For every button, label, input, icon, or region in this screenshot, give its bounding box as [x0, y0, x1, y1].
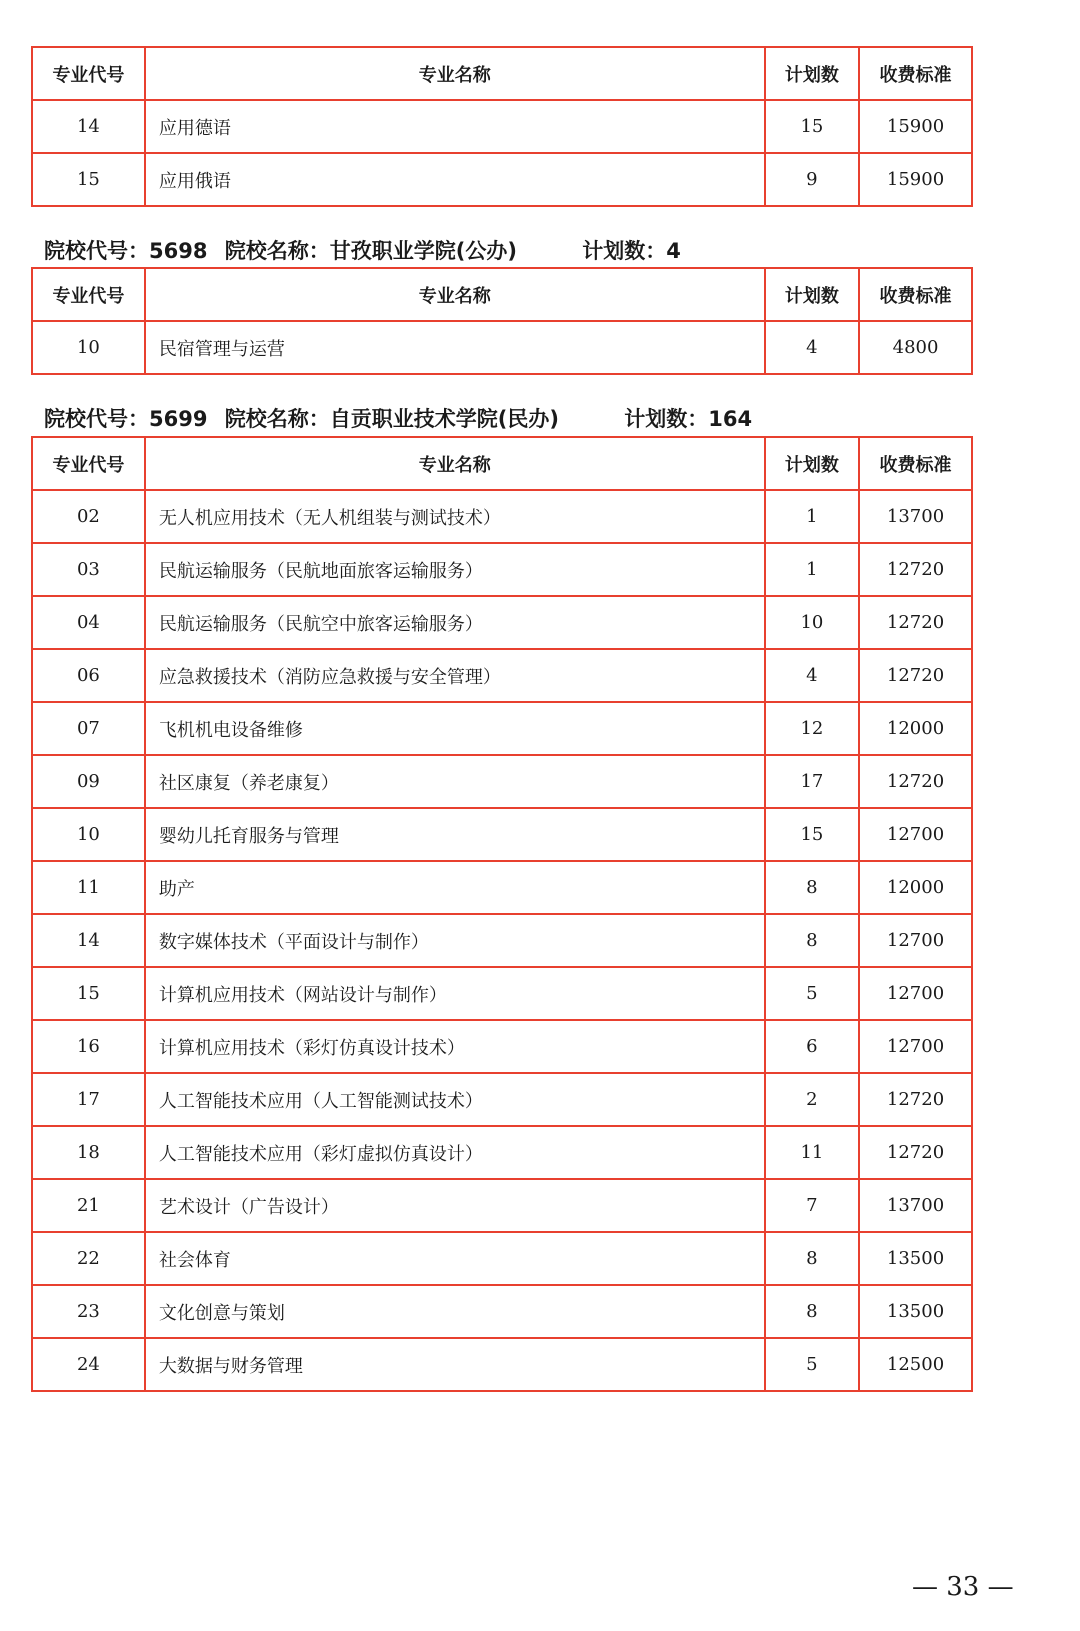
plan-count: 5 [765, 967, 859, 1020]
plan-count: 4 [765, 649, 859, 702]
major-code: 03 [32, 543, 145, 596]
tuition-fee: 12720 [859, 596, 972, 649]
plan-count: 1 [765, 543, 859, 596]
header-code: 专业代号 [32, 47, 145, 100]
major-name: 婴幼儿托育服务与管理 [145, 808, 765, 861]
major-name: 计算机应用技术（网站设计与制作） [145, 967, 765, 1020]
school-plan-total: 计划数：164 [624, 407, 753, 431]
tuition-fee: 12000 [859, 861, 972, 914]
table-row [32, 702, 972, 755]
table-row [32, 100, 972, 153]
tuition-fee: 12720 [859, 1126, 972, 1179]
plan-count: 4 [765, 321, 859, 374]
major-name: 大数据与财务管理 [145, 1338, 765, 1391]
header-fee: 收费标准 [859, 268, 972, 321]
major-name: 民航运输服务（民航地面旅客运输服务） [145, 543, 765, 596]
tuition-fee: 12700 [859, 967, 972, 1020]
major-name: 应用德语 [145, 100, 765, 153]
major-name: 应急救援技术（消防应急救援与安全管理） [145, 649, 765, 702]
major-code: 10 [32, 321, 145, 374]
school-heading-5698 [44, 238, 681, 264]
major-code: 24 [32, 1338, 145, 1391]
plan-count: 12 [765, 702, 859, 755]
header-name: 专业名称 [145, 268, 765, 321]
major-code: 06 [32, 649, 145, 702]
major-name: 文化创意与策划 [145, 1285, 765, 1338]
table-row [32, 649, 972, 702]
major-name: 社会体育 [145, 1232, 765, 1285]
table-row [32, 1179, 972, 1232]
major-name: 飞机机电设备维修 [145, 702, 765, 755]
major-code: 11 [32, 861, 145, 914]
major-name: 社区康复（养老康复） [145, 755, 765, 808]
major-code: 09 [32, 755, 145, 808]
table-row [32, 490, 972, 543]
table-header-row [32, 437, 972, 490]
major-code: 14 [32, 100, 145, 153]
major-name: 人工智能技术应用（彩灯虚拟仿真设计） [145, 1126, 765, 1179]
tuition-fee: 12720 [859, 543, 972, 596]
major-name: 人工智能技术应用（人工智能测试技术） [145, 1073, 765, 1126]
tuition-fee: 13700 [859, 490, 972, 543]
major-table-5699 [31, 436, 973, 1392]
major-code: 22 [32, 1232, 145, 1285]
table-row [32, 808, 972, 861]
major-name: 艺术设计（广告设计） [145, 1179, 765, 1232]
tuition-fee: 13500 [859, 1232, 972, 1285]
header-fee: 收费标准 [859, 47, 972, 100]
table-row [32, 1285, 972, 1338]
school-code: 院校代号：5699 [44, 407, 208, 431]
tuition-fee: 12720 [859, 649, 972, 702]
plan-count: 8 [765, 914, 859, 967]
major-code: 14 [32, 914, 145, 967]
plan-count: 5 [765, 1338, 859, 1391]
school-plan-total: 计划数：4 [582, 239, 681, 263]
header-name: 专业名称 [145, 437, 765, 490]
table-row [32, 1338, 972, 1391]
plan-count: 2 [765, 1073, 859, 1126]
major-table-5698 [31, 267, 973, 375]
major-code: 02 [32, 490, 145, 543]
tuition-fee: 4800 [859, 321, 972, 374]
major-name: 民宿管理与运营 [145, 321, 765, 374]
major-code: 07 [32, 702, 145, 755]
school-name: 院校名称：自贡职业技术学院(民办) [224, 407, 559, 431]
table-header-row [32, 47, 972, 100]
tuition-fee: 13700 [859, 1179, 972, 1232]
major-code: 17 [32, 1073, 145, 1126]
header-code: 专业代号 [32, 268, 145, 321]
plan-count: 9 [765, 153, 859, 206]
major-code: 10 [32, 808, 145, 861]
school-code: 院校代号：5698 [44, 239, 208, 263]
table-row [32, 543, 972, 596]
table-row [32, 596, 972, 649]
table-header-row [32, 268, 972, 321]
plan-count: 1 [765, 490, 859, 543]
tuition-fee: 12720 [859, 755, 972, 808]
major-name: 计算机应用技术（彩灯仿真设计技术） [145, 1020, 765, 1073]
tuition-fee: 12720 [859, 1073, 972, 1126]
header-fee: 收费标准 [859, 437, 972, 490]
major-name: 应用俄语 [145, 153, 765, 206]
header-plan: 计划数 [765, 47, 859, 100]
major-code: 23 [32, 1285, 145, 1338]
school-name: 院校名称：甘孜职业学院(公办) [224, 239, 517, 263]
header-name: 专业名称 [145, 47, 765, 100]
table-row [32, 321, 972, 374]
plan-count: 11 [765, 1126, 859, 1179]
tuition-fee: 15900 [859, 100, 972, 153]
major-code: 18 [32, 1126, 145, 1179]
tuition-fee: 15900 [859, 153, 972, 206]
school-heading-5699 [44, 406, 752, 432]
major-name: 民航运输服务（民航空中旅客运输服务） [145, 596, 765, 649]
plan-count: 17 [765, 755, 859, 808]
header-code: 专业代号 [32, 437, 145, 490]
table-row [32, 1126, 972, 1179]
table-row [32, 1232, 972, 1285]
plan-count: 8 [765, 1232, 859, 1285]
tuition-fee: 12500 [859, 1338, 972, 1391]
plan-count: 10 [765, 596, 859, 649]
tuition-fee: 12700 [859, 1020, 972, 1073]
table-row [32, 153, 972, 206]
tuition-fee: 12700 [859, 808, 972, 861]
plan-count: 6 [765, 1020, 859, 1073]
table-row [32, 755, 972, 808]
table-row [32, 861, 972, 914]
major-code: 16 [32, 1020, 145, 1073]
header-plan: 计划数 [765, 437, 859, 490]
plan-count: 15 [765, 808, 859, 861]
major-code: 21 [32, 1179, 145, 1232]
plan-count: 7 [765, 1179, 859, 1232]
header-plan: 计划数 [765, 268, 859, 321]
table-row [32, 967, 972, 1020]
table-row [32, 914, 972, 967]
major-name: 助产 [145, 861, 765, 914]
plan-count: 8 [765, 861, 859, 914]
plan-count: 15 [765, 100, 859, 153]
major-name: 无人机应用技术（无人机组装与测试技术） [145, 490, 765, 543]
tuition-fee: 13500 [859, 1285, 972, 1338]
tuition-fee: 12000 [859, 702, 972, 755]
page-number: — 33 — [912, 1572, 1014, 1602]
major-code: 15 [32, 967, 145, 1020]
tuition-fee: 12700 [859, 914, 972, 967]
table-row [32, 1020, 972, 1073]
major-code: 15 [32, 153, 145, 206]
major-table-continued [31, 46, 973, 207]
major-name: 数字媒体技术（平面设计与制作） [145, 914, 765, 967]
table-row [32, 1073, 972, 1126]
major-code: 04 [32, 596, 145, 649]
plan-count: 8 [765, 1285, 859, 1338]
